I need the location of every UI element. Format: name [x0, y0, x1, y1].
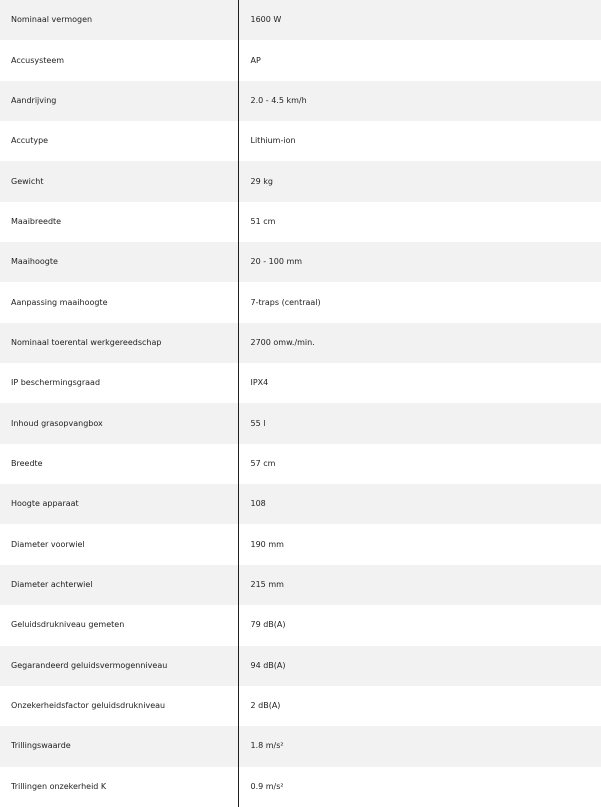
spec-row-vibration-value [0, 726, 601, 766]
spec-value: 57 cm [238, 444, 601, 484]
spec-label: Breedte [0, 444, 238, 484]
spec-label: Gegarandeerd geluidsvermogenniveau [0, 646, 238, 686]
spec-value: 7-traps (centraal) [238, 282, 601, 322]
spec-value: 55 l [238, 403, 601, 443]
spec-row-tool-speed [0, 323, 601, 363]
spec-label: Inhoud grasopvangbox [0, 403, 238, 443]
spec-value: 190 mm [238, 524, 601, 564]
spec-value: 79 dB(A) [238, 605, 601, 645]
spec-label: Diameter voorwiel [0, 524, 238, 564]
spec-row-vibration-uncertainty [0, 767, 601, 807]
spec-row-front-wheel-diameter [0, 524, 601, 564]
spec-label: Trillingswaarde [0, 726, 238, 766]
spec-value: 2700 omw./min. [238, 323, 601, 363]
spec-label: Gewicht [0, 161, 238, 201]
spec-row-measured-sound-pressure [0, 605, 601, 645]
spec-label: Nominaal toerental werkgereedschap [0, 323, 238, 363]
spec-row-battery-type [0, 121, 601, 161]
spec-row-nominal-power [0, 0, 601, 40]
spec-row-width [0, 444, 601, 484]
spec-label: Onzekerheidsfactor geluidsdrukniveau [0, 686, 238, 726]
spec-value: 0.9 m/s² [238, 767, 601, 807]
spec-label: Nominaal vermogen [0, 0, 238, 40]
spec-label: Maaibreedte [0, 202, 238, 242]
spec-value: 108 [238, 484, 601, 524]
spec-value: 2 dB(A) [238, 686, 601, 726]
spec-row-grass-box-capacity [0, 403, 601, 443]
spec-value: 20 - 100 mm [238, 242, 601, 282]
spec-value: 29 kg [238, 161, 601, 201]
spec-label: Geluidsdrukniveau gemeten [0, 605, 238, 645]
spec-row-battery-system [0, 40, 601, 80]
spec-label: Aanpassing maaihoogte [0, 282, 238, 322]
spec-value: 215 mm [238, 565, 601, 605]
spec-value: AP [238, 40, 601, 80]
spec-value: 1.8 m/s² [238, 726, 601, 766]
spec-label: IP beschermingsgraad [0, 363, 238, 403]
spec-label: Diameter achterwiel [0, 565, 238, 605]
spec-row-drive [0, 81, 601, 121]
spec-row-ip-rating [0, 363, 601, 403]
spec-value: 1600 W [238, 0, 601, 40]
spec-row-device-height [0, 484, 601, 524]
spec-value: 51 cm [238, 202, 601, 242]
spec-row-weight [0, 161, 601, 201]
spec-label: Accusysteem [0, 40, 238, 80]
spec-label: Accutype [0, 121, 238, 161]
spec-row-guaranteed-sound-power [0, 646, 601, 686]
spec-row-rear-wheel-diameter [0, 565, 601, 605]
spec-row-sound-uncertainty [0, 686, 601, 726]
spec-value: IPX4 [238, 363, 601, 403]
spec-label: Aandrijving [0, 81, 238, 121]
spec-label: Hoogte apparaat [0, 484, 238, 524]
spec-label: Trillingen onzekerheid K [0, 767, 238, 807]
spec-label: Maaihoogte [0, 242, 238, 282]
spec-row-height-adjustment [0, 282, 601, 322]
spec-value: Lithium-ion [238, 121, 601, 161]
spec-value: 94 dB(A) [238, 646, 601, 686]
spec-row-cutting-height [0, 242, 601, 282]
spec-value: 2.0 - 4.5 km/h [238, 81, 601, 121]
spec-row-cutting-width [0, 202, 601, 242]
